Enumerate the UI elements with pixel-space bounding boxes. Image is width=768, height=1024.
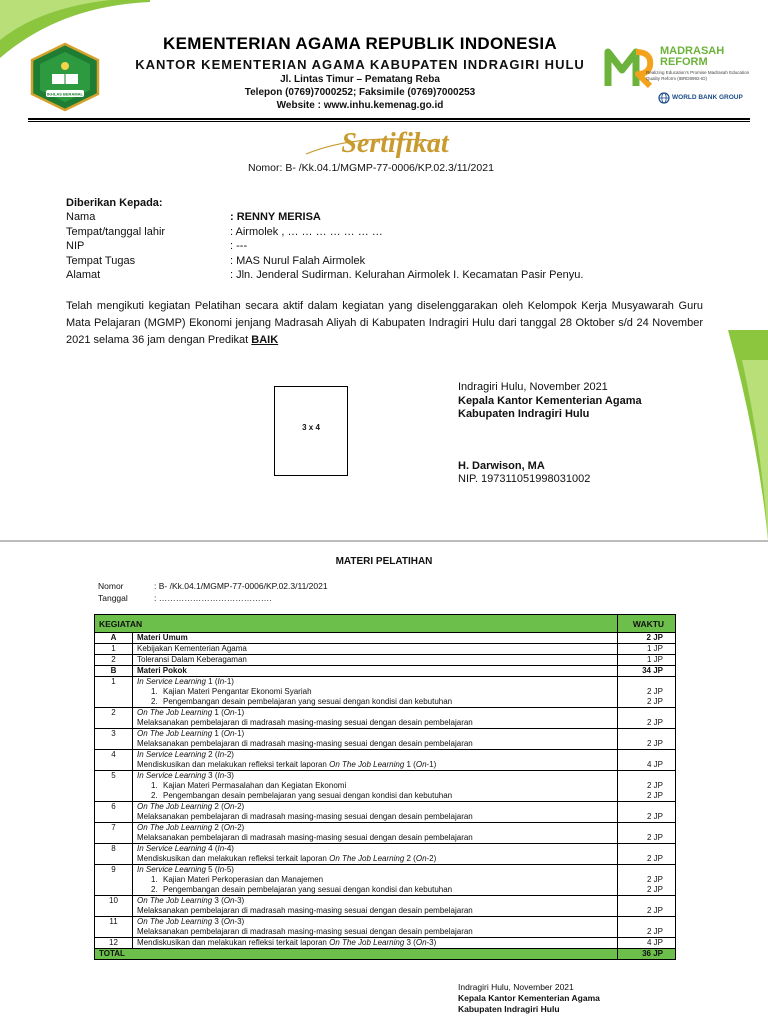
row-activity-code-end: -5)	[224, 865, 234, 874]
certificate-number: Nomor: B- /Kk.04.1/MGMP-77-0006/KP.02.3/11/2021	[248, 162, 494, 174]
row-activity-code: In	[217, 750, 225, 759]
sub-item: 1. Kajian Materi Permasalahan dan Kegiatan Ekonomi	[151, 781, 347, 790]
desc-part: -1)	[426, 760, 437, 769]
row-time-1: 2 JP	[646, 687, 663, 696]
table-row	[95, 802, 676, 823]
row-activity-code-end: -2)	[234, 802, 245, 811]
row-time	[618, 708, 676, 729]
row-time	[618, 865, 676, 896]
row-number: 1	[95, 644, 133, 655]
statement-text: Telah mengikuti kegiatan Pelatihan secara aktif dalam kegiatan yang diselenggarakan oleh Kelompok Kerja Musyawarah Guru Mata Pelajaran (MGMP) Ekonomi jenjang Madrasah Aliyah di Kabupaten Indragiri Hulu dari tanggal 28 Oktober s/d 24 November 2021 selama 36 jam dengan Predikat	[66, 300, 703, 346]
row-activity: Materi Umum	[133, 633, 618, 644]
row-activity	[133, 677, 618, 708]
certificate-title	[300, 124, 490, 164]
row-time	[618, 750, 676, 771]
letterhead-divider-thin	[28, 121, 750, 122]
recipient-address-row	[66, 269, 686, 284]
row-activity-number: 3 (	[205, 771, 218, 780]
desc-part-italic: On The Job Learning	[329, 938, 405, 947]
total-time: 36 JP	[618, 949, 676, 960]
row-time-value: 2 JP	[646, 927, 663, 936]
recipient-name-value: : RENNY MERISA	[230, 211, 321, 223]
kemenag-logo	[28, 42, 102, 112]
row-number: 8	[95, 844, 133, 865]
table-row	[95, 750, 676, 771]
row-activity	[133, 823, 618, 844]
row-activity-code-end: -3)	[224, 771, 234, 780]
row-time: 34 JP	[618, 666, 676, 677]
row-number: 7	[95, 823, 133, 844]
office-phone: Telepon (0769)7000252; Faksimile (0769)7000253	[244, 87, 476, 98]
row-number: 2	[95, 708, 133, 729]
signatory-name: H. Darwison, MA	[458, 459, 545, 472]
recipient-address-value: : Jln. Jenderal Sudirman. Kelurahan Airmolek I. Kecamatan Pasir Penyu.	[230, 269, 584, 281]
desc-part: 3 (	[404, 938, 416, 947]
signature-position-line1: Kepala Kantor Kementerian Agama	[458, 394, 642, 407]
row-activity-title: On The Job Learning	[137, 729, 213, 738]
row-activity: Kebijakan Kementerian Agama	[133, 644, 618, 655]
office-name: KANTOR KEMENTERIAN AGAMA KABUPATEN INDRAGIRI HULU	[135, 57, 585, 72]
row-number: A	[95, 633, 133, 644]
header-activity: KEGIATAN	[95, 615, 618, 633]
row-activity-number: 3 (	[212, 917, 224, 926]
materi-tanggal-label: Tanggal	[98, 593, 128, 603]
row-activity-description: Melaksanakan pembelajaran di madrasah masing-masing sesuai dengan desain pembelajaran	[137, 833, 473, 842]
row-number: 10	[95, 896, 133, 917]
row-time-value: 2 JP	[646, 739, 663, 748]
certificate-title-text: Sertifikat	[341, 128, 449, 159]
row-time	[618, 844, 676, 865]
signature-place-date: Indragiri Hulu, November 2021	[458, 381, 608, 393]
table-row	[95, 844, 676, 865]
table-row	[95, 917, 676, 938]
row-time-1: 2 JP	[646, 875, 663, 884]
desc-part-italic: On The Job Learning	[329, 760, 405, 769]
row-activity-code: On	[223, 802, 235, 811]
row-time-2: 2 JP	[646, 885, 663, 894]
madrasah-title-line2: REFORM	[660, 56, 708, 68]
sub-item-text: Kajian Materi Perkoperasian dan Manajemen	[163, 875, 324, 884]
table-row	[95, 823, 676, 844]
row-time	[618, 677, 676, 708]
row-activity-code: In	[217, 844, 225, 853]
row-activity	[133, 771, 618, 802]
materi-nomor-value: : B- /Kk.04.1/MGMP-77-0006/KP.02.3/11/2021	[154, 581, 328, 591]
row-time	[618, 729, 676, 750]
row-activity	[133, 708, 618, 729]
row-activity-code: In	[217, 677, 225, 686]
row-activity-description: Melaksanakan pembelajaran di madrasah masing-masing sesuai dengan desain pembelajaran	[137, 718, 473, 727]
recipient-nip-label: NIP	[66, 240, 85, 252]
corner-decoration-right	[728, 330, 768, 540]
row-activity-description	[137, 854, 613, 864]
madrasah-reform-mark-icon	[604, 44, 656, 90]
sub-item: 2. Pengembangan desain pembelajaran yang sesuai dengan kondisi dan kebutuhan	[151, 791, 453, 800]
row-activity-number: 3 (	[212, 896, 224, 905]
row-activity-title: In Service Learning	[137, 771, 206, 780]
row-number: 1	[95, 677, 133, 708]
row-time-value: 4 JP	[646, 760, 663, 769]
row-number: 2	[95, 655, 133, 666]
madrasah-reform-logo	[604, 44, 754, 112]
row-activity-code: On	[223, 729, 235, 738]
row-time-value: 2 JP	[646, 718, 663, 727]
sub-item: 2. Pengembangan desain pembelajaran yang sesuai dengan kondisi dan kebutuhan	[151, 885, 453, 894]
table-row	[95, 771, 676, 802]
row-activity-code: On	[223, 896, 235, 905]
row-activity-code: In	[217, 865, 225, 874]
row-activity	[133, 844, 618, 865]
row-activity-code: On	[223, 708, 235, 717]
row-activity-description: Melaksanakan pembelajaran di madrasah masing-masing sesuai dengan desain pembelajaran	[137, 812, 473, 821]
row-number: 12	[95, 938, 133, 949]
sub-item-text: Kajian Materi Permasalahan dan Kegiatan Ekonomi	[163, 781, 347, 790]
row-activity-number: 1 (	[212, 708, 224, 717]
row-activity-number: 2 (	[212, 823, 224, 832]
row-activity-description: Melaksanakan pembelajaran di madrasah masing-masing sesuai dengan desain pembelajaran	[137, 906, 473, 915]
row-activity-code-end: -3)	[234, 917, 245, 926]
signature2-position-line2: Kabupaten Indragiri Hulu	[458, 1004, 560, 1014]
sub-item: 2. Pengembangan desain pembelajaran yang sesuai dengan kondisi dan kebutuhan	[151, 697, 453, 706]
section-row	[95, 633, 676, 644]
row-activity: Toleransi Dalam Keberagaman	[133, 655, 618, 666]
photo-placeholder	[274, 386, 348, 476]
row-time	[618, 896, 676, 917]
recipient-name-label: Nama	[66, 211, 96, 223]
recipient-nip-row	[66, 240, 686, 255]
row-activity-code-end: -2)	[234, 823, 245, 832]
desc-part-italic: On	[415, 938, 427, 947]
madrasah-reform-title	[660, 46, 724, 68]
row-activity-description: Melaksanakan pembelajaran di madrasah masing-masing sesuai dengan desain pembelajaran	[137, 927, 473, 936]
kemenag-logo-banner: IKHLAS BERAMAL	[47, 91, 83, 97]
desc-part: Mendiskusikan dan melakukan refleksi terkait laporan	[137, 938, 330, 947]
signature-block-2	[458, 982, 600, 1015]
row-activity-code-end: -1)	[224, 677, 234, 686]
materi-nomor-row	[98, 580, 328, 592]
section-row	[95, 666, 676, 677]
world-bank-globe-icon	[658, 92, 670, 104]
table-row	[95, 896, 676, 917]
sub-item-text: Kajian Materi Pengantar Ekonomi Syariah	[163, 687, 312, 696]
desc-part: 1 (	[404, 760, 416, 769]
table-row	[95, 708, 676, 729]
row-time-value: 2 JP	[646, 833, 663, 842]
world-bank-label: WORLD BANK GROUP	[672, 94, 743, 101]
signatory-nip: NIP. 197311051998031002	[458, 473, 591, 485]
materi-tanggal-row	[98, 592, 328, 604]
row-time: 1 JP	[618, 644, 676, 655]
row-activity-title: In Service Learning	[137, 677, 206, 686]
letterhead	[120, 34, 600, 111]
table-header-row	[95, 615, 676, 633]
row-number: B	[95, 666, 133, 677]
row-activity-number: 5 (	[205, 865, 218, 874]
row-activity-code: In	[217, 771, 225, 780]
row-activity	[133, 896, 618, 917]
sub-item-text: Pengembangan desain pembelajaran yang sesuai dengan kondisi dan kebutuhan	[163, 791, 453, 800]
row-time-value: 2 JP	[646, 906, 663, 915]
row-time: 1 JP	[618, 655, 676, 666]
table-row	[95, 729, 676, 750]
row-time-value: 2 JP	[646, 812, 663, 821]
total-label: TOTAL	[95, 949, 618, 960]
row-activity-number: 1 (	[205, 677, 218, 686]
materi-title: MATERI PELATIHAN	[335, 556, 433, 567]
ministry-name: KEMENTERIAN AGAMA REPUBLIK INDONESIA	[163, 34, 557, 53]
row-activity-title: On The Job Learning	[137, 823, 213, 832]
row-activity-title: On The Job Learning	[137, 708, 213, 717]
madrasah-reform-subtitle: Realizing Education's Promise Madrasah Education Quality Reform (IBRD8992-ID)	[646, 70, 750, 81]
row-activity-description: Melaksanakan pembelajaran di madrasah masing-masing sesuai dengan desain pembelajaran	[137, 739, 473, 748]
predicate: BAIK	[251, 334, 279, 346]
row-activity-code-end: -3)	[234, 896, 245, 905]
desc-part: -2)	[426, 854, 437, 863]
table-row	[95, 655, 676, 666]
row-time: 4 JP	[618, 938, 676, 949]
row-activity-code-end: -4)	[224, 844, 234, 853]
row-activity-title: In Service Learning	[137, 750, 206, 759]
table-row	[95, 865, 676, 896]
row-time	[618, 917, 676, 938]
header-time: WAKTU	[618, 615, 676, 633]
table-row	[95, 677, 676, 708]
sub-item: 1. Kajian Materi Pengantar Ekonomi Syariah	[151, 687, 312, 696]
letterhead-divider	[28, 118, 750, 120]
row-activity-number: 2 (	[212, 802, 224, 811]
office-website: Website : www.inhu.kemenag.go.id	[276, 100, 444, 111]
row-time	[618, 823, 676, 844]
office-address: Jl. Lintas Timur – Pematang Reba	[280, 74, 440, 85]
desc-part: -3)	[426, 938, 437, 947]
signature2-position-line1: Kepala Kantor Kementerian Agama	[458, 993, 600, 1003]
row-activity: Materi Pokok	[133, 666, 618, 677]
row-time-value: 2 JP	[646, 854, 663, 863]
row-activity-title: In Service Learning	[137, 844, 206, 853]
recipient-workplace-label: Tempat Tugas	[66, 254, 136, 267]
row-activity-title: On The Job Learning	[137, 896, 213, 905]
photo-size-label: 3 x 4	[302, 423, 320, 432]
signature2-place-date: Indragiri Hulu, November 2021	[458, 982, 574, 992]
row-activity-code-end: -1)	[234, 708, 245, 717]
row-number: 11	[95, 917, 133, 938]
row-number: 9	[95, 865, 133, 896]
desc-part-italic: On The Job Learning	[329, 854, 405, 863]
table-row	[95, 644, 676, 655]
row-time: 2 JP	[618, 633, 676, 644]
row-activity-code-end: -1)	[234, 729, 245, 738]
row-activity-number: 4 (	[205, 844, 218, 853]
recipient-details	[66, 211, 686, 284]
recipient-birth-label: Tempat/tanggal lahir	[66, 225, 166, 238]
madrasah-title-line1: MADRASAH	[660, 45, 725, 57]
row-activity-number: 1 (	[212, 729, 224, 738]
recipient-workplace-row	[66, 255, 686, 270]
page-break	[0, 540, 768, 542]
row-number: 6	[95, 802, 133, 823]
desc-part: 2 (	[404, 854, 416, 863]
recipient-birth-value: : Airmolek , … … … … … … …	[230, 225, 383, 238]
row-time-2: 2 JP	[646, 697, 663, 706]
row-activity-description	[137, 760, 613, 770]
row-number: 5	[95, 771, 133, 802]
desc-part-italic: On	[415, 854, 427, 863]
row-activity-code: On	[223, 823, 235, 832]
materi-nomor-label: Nomor	[98, 581, 124, 591]
row-activity-code: On	[223, 917, 235, 926]
row-activity	[133, 802, 618, 823]
row-activity-title: On The Job Learning	[137, 917, 213, 926]
recipient-birth-row	[66, 226, 686, 241]
desc-part-italic: On	[415, 760, 427, 769]
row-number: 3	[95, 729, 133, 750]
row-activity	[133, 865, 618, 896]
row-time	[618, 771, 676, 802]
total-row	[95, 949, 676, 960]
recipient-address-label: Alamat	[66, 269, 101, 281]
table-row	[95, 938, 676, 949]
signature-position-line2: Kabupaten Indragiri Hulu	[458, 408, 590, 420]
recipient-heading: Diberikan Kepada:	[66, 197, 163, 209]
recipient-name-row	[66, 211, 686, 226]
row-activity	[133, 938, 618, 949]
signature-block	[458, 381, 642, 487]
desc-part: Mendiskusikan dan melakukan refleksi terkait laporan	[137, 760, 330, 769]
row-activity	[133, 729, 618, 750]
certificate-statement	[66, 298, 703, 349]
row-time-2: 2 JP	[646, 791, 663, 800]
row-activity-number: 2 (	[205, 750, 218, 759]
materi-table	[94, 614, 676, 960]
sub-item-text: Pengembangan desain pembelajaran yang sesuai dengan kondisi dan kebutuhan	[163, 885, 453, 894]
recipient-workplace-value: : MAS Nurul Falah Airmolek	[230, 254, 366, 267]
materi-meta	[98, 580, 328, 604]
materi-tanggal-value: : ………………………………….	[154, 593, 272, 603]
row-time-1: 2 JP	[646, 781, 663, 790]
desc-part: Mendiskusikan dan melakukan refleksi terkait laporan	[137, 854, 330, 863]
sub-item-text: Pengembangan desain pembelajaran yang sesuai dengan kondisi dan kebutuhan	[163, 697, 453, 706]
row-activity	[133, 917, 618, 938]
row-activity-title: In Service Learning	[137, 865, 206, 874]
row-time	[618, 802, 676, 823]
row-activity	[133, 750, 618, 771]
row-activity-code-end: -2)	[224, 750, 234, 759]
row-number: 4	[95, 750, 133, 771]
recipient-nip-value: : ---	[230, 240, 248, 252]
sub-item: 1. Kajian Materi Perkoperasian dan Manajemen	[151, 875, 324, 884]
row-activity-title: On The Job Learning	[137, 802, 213, 811]
